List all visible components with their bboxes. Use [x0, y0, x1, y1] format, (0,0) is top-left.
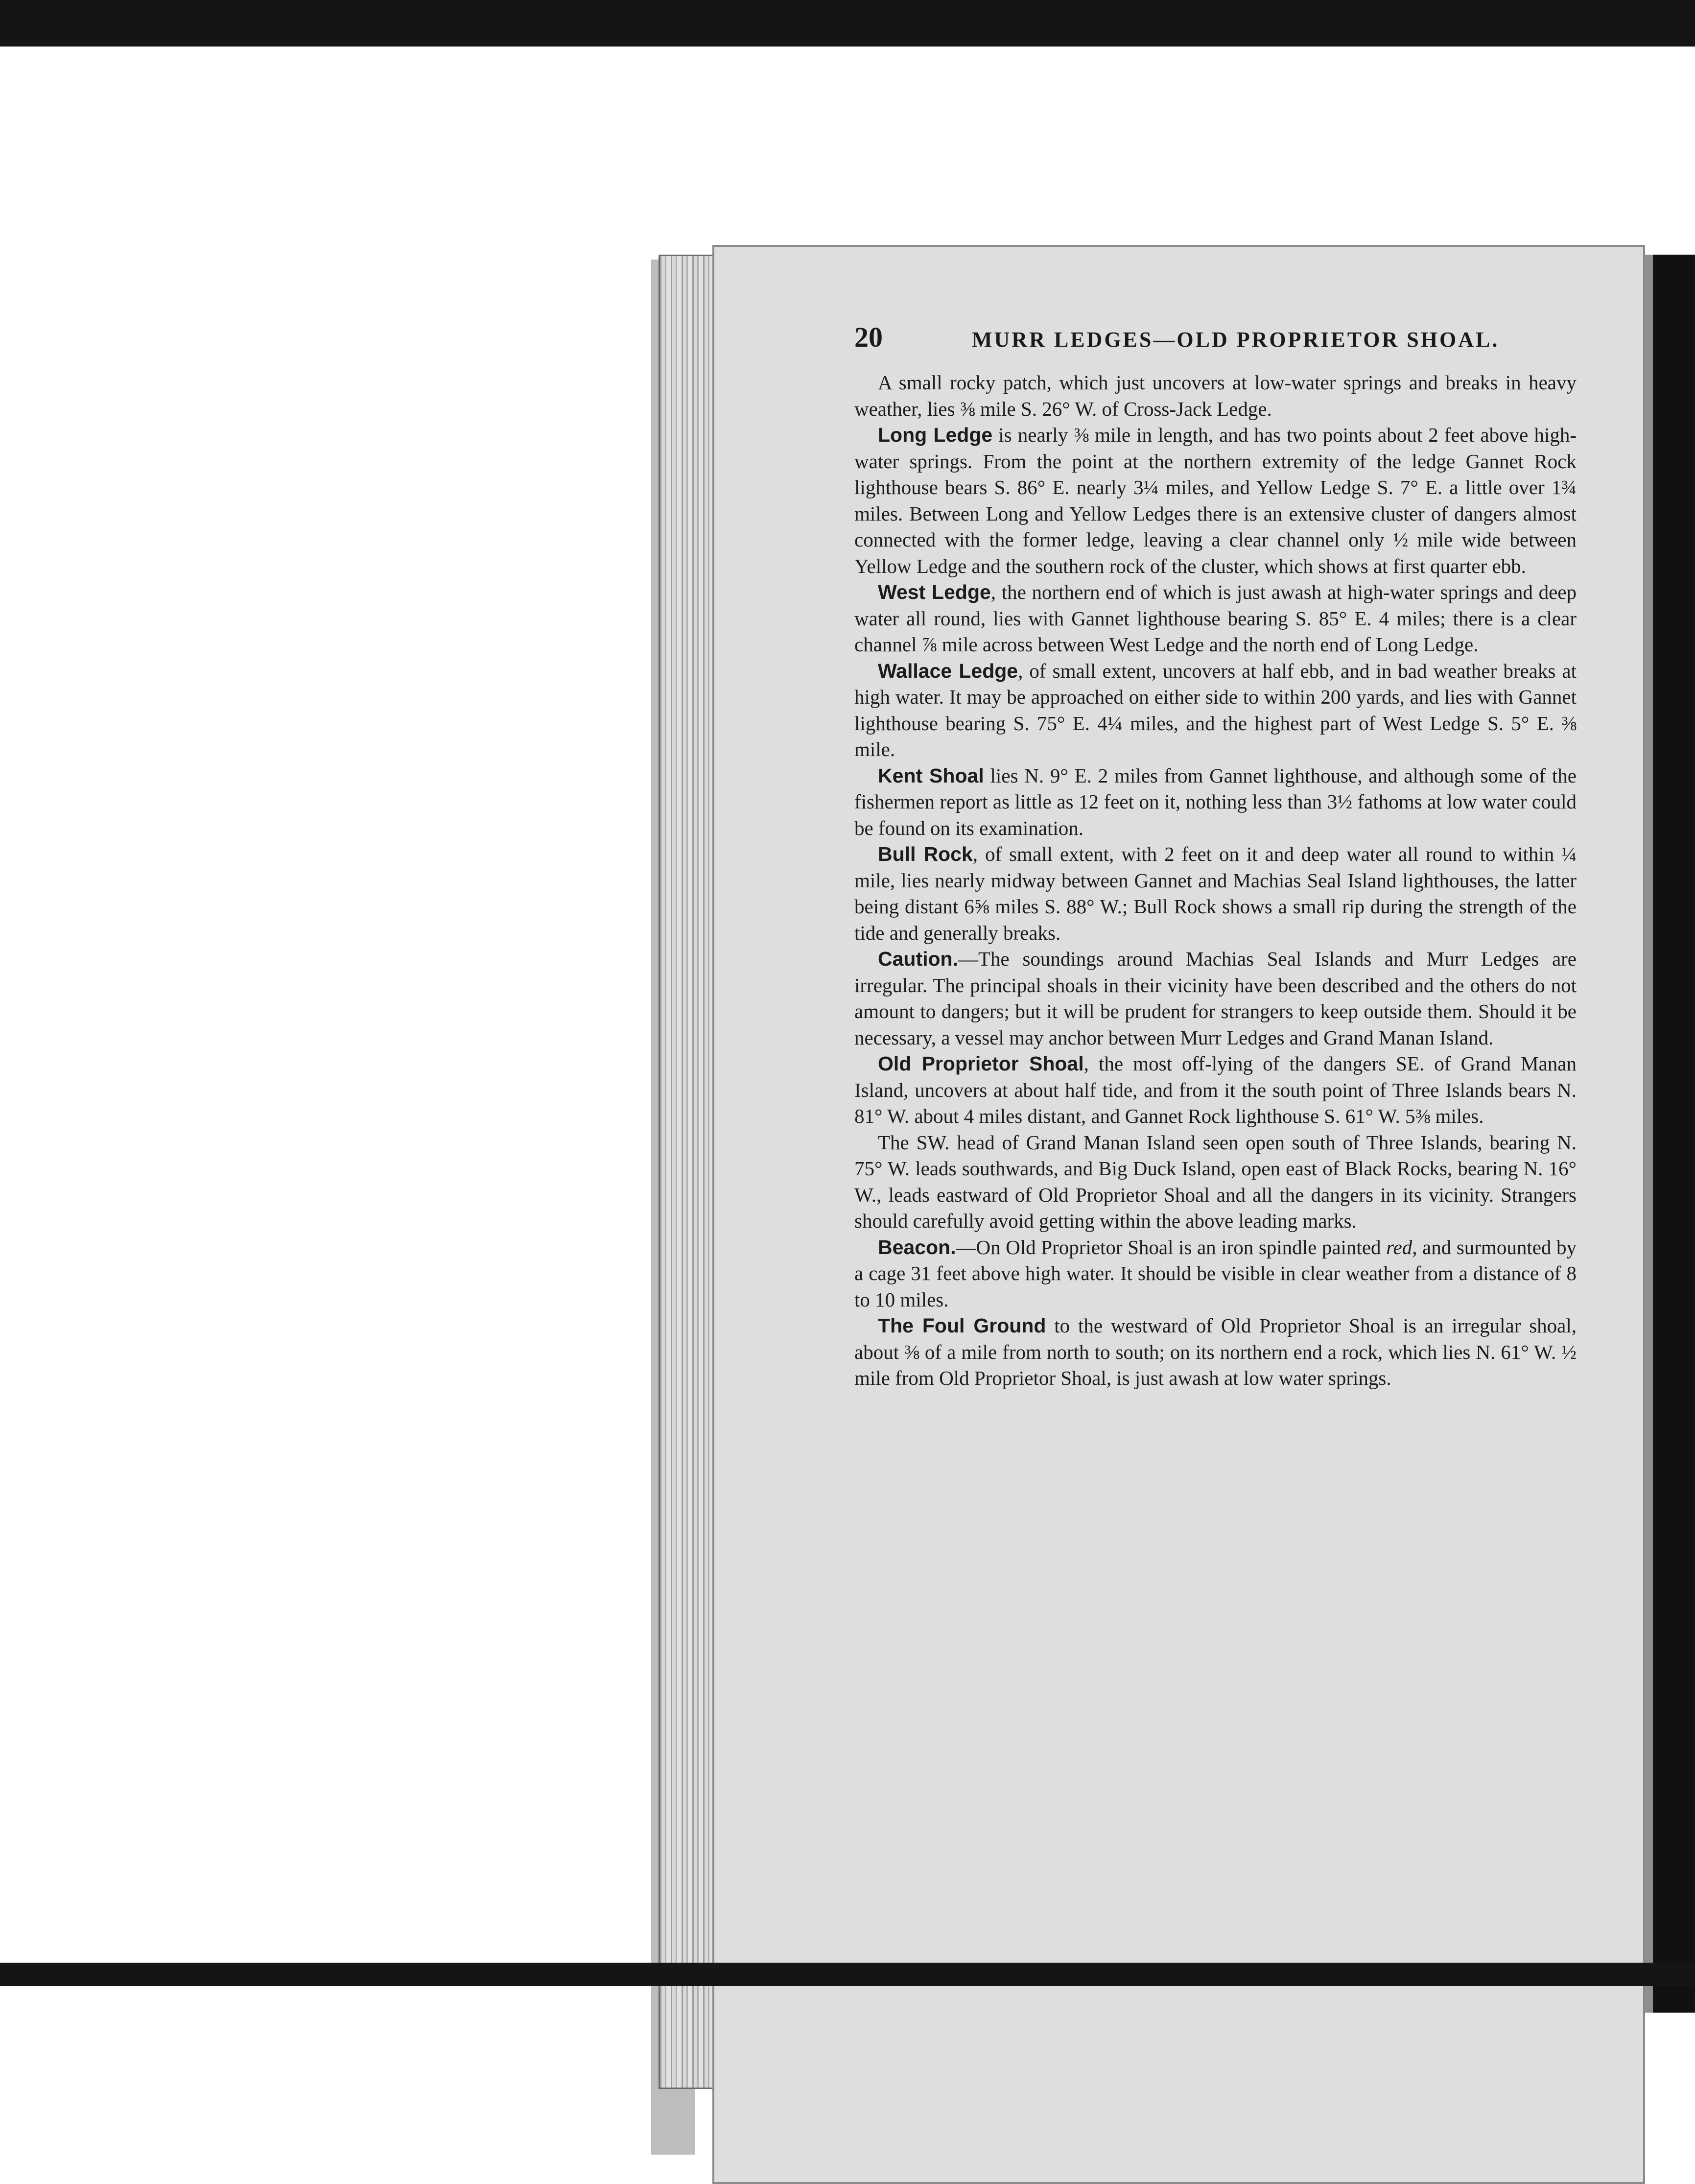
paragraph-text: is nearly ⅜ mile in length, and has two points about 2 feet above high-water springs. From the point at the northern extremity of the ledge Gannet Rock lighthouse bears S. 86° E. nearly 3¼ miles, and Yellow Ledge S. 7° E. a little over 1¾ miles. Between Long and Yellow Ledges there is an extensive cluster of dangers almost connected with the former ledge, leaving a clear channel only ½ mile wide between Yellow Ledge and the southern rock of the cluster, which shows at first quarter ebb. — [854, 424, 1577, 577]
paragraph-leading-marks — [854, 1130, 1577, 1234]
paragraph-long-ledge — [854, 422, 1577, 579]
microfilm-bottom-border — [0, 1963, 1695, 1986]
paragraph-heading: Long Ledge — [878, 424, 993, 446]
paragraph-kent-shoal — [854, 763, 1577, 842]
paragraph-heading: Bull Rock — [878, 843, 973, 865]
paragraph-old-proprietor-shoal — [854, 1051, 1577, 1130]
paragraph-foul-ground — [854, 1313, 1577, 1392]
paragraph-west-ledge — [854, 579, 1577, 658]
paragraph-heading: Caution. — [878, 948, 958, 970]
paragraph-heading: Wallace Ledge — [878, 659, 1018, 682]
paragraph-text: , of small extent, with 2 feet on it and deep water all round to within ¼ mile, lies nearly midway between Gannet and Machias Seal Island lighthouses, the latter being distant 6⅝ miles S. 88° W.; Bull Rock shows a small rip during the strength of the tide and generally breaks. — [854, 843, 1577, 944]
paragraph-text: , and surmounted by a cage 31 feet above high water. It should be visible in clear weather from a distance of 8 to 10 miles. — [854, 1235, 1577, 1311]
paragraph-wallace-ledge — [854, 658, 1577, 763]
italic-word: red — [1386, 1235, 1412, 1258]
page-number: 20 — [854, 321, 883, 353]
paragraph-text: , the most off-lying of the dangers SE. of Grand Manan Island, uncovers at about half tide, and from it the south point of Three Islands bears N. 81° W. about 4 miles distant, and Gannet Rock lighthouse S. 61° W. 5⅜ miles. — [854, 1052, 1577, 1127]
paragraph-text: to the westward of Old Proprietor Shoal is an irregular shoal, about ⅜ of a mile from north to south; on its northern end a rock, which lies N. 61° W. ½ mile from Old Proprietor Shoal, is just awash at low water springs. — [854, 1314, 1577, 1389]
microfilm-left-margin — [0, 47, 47, 1963]
book-page-edges — [659, 255, 720, 2089]
paragraph-text: —The soundings around Machias Seal Islands and Murr Ledges are irregular. The principal shoals in their vicinity have been described and the others do not amount to dangers; but it will be prudent for strangers to keep outside them. Should it be necessary, a vessel may anchor between Murr Ledges and Grand Manan Island. — [854, 948, 1577, 1049]
paragraph-beacon — [854, 1234, 1577, 1313]
paragraph-heading: The Foul Ground — [878, 1314, 1046, 1337]
paragraph-heading: Beacon. — [878, 1235, 956, 1258]
paragraph-bull-rock — [854, 841, 1577, 946]
paragraph-rocky-patch — [854, 370, 1577, 422]
running-head: MURR LEDGES—OLD PROPRIETOR SHOAL. — [972, 328, 1500, 352]
paragraph-text: , of small extent, uncovers at half ebb, and in bad weather breaks at high water. It may be approached on either side to within 200 yards, and lies with Gannet lighthouse bearing S. 75° E. 4¼ miles, and the highest part of West Ledge S. 5° E. ⅜ mile. — [854, 659, 1577, 760]
microfilm-top-border — [0, 0, 1695, 47]
paragraph-caution — [854, 946, 1577, 1051]
facing-page-shadow — [1653, 255, 1695, 2013]
paragraph-text: A small rocky patch, which just uncovers at low-water springs and breaks in heavy weather, lies ⅜ mile S. 26° W. of Cross-Jack Ledge. — [854, 371, 1577, 420]
paragraph-heading: Kent Shoal — [878, 764, 984, 787]
paragraph-heading: Old Proprietor Shoal — [878, 1052, 1084, 1075]
paragraph-text: , the northern end of which is just awash at high-water springs and deep water all round, lies with Gannet lighthouse bearing S. 85° E. 4 miles; there is a clear channel ⅞ mile across between West Ledge and the north end of Long Ledge. — [854, 581, 1577, 656]
paragraph-text: —On Old Proprietor Shoal is an iron spindle painted — [956, 1235, 1387, 1258]
paragraph-text: The SW. head of Grand Manan Island seen open south of Three Islands, bearing N. 75° W. leads southwards, and Big Duck Island, open east of Black Rocks, bearing N. 16° W., leads eastward of Old Proprietor Shoal and all the dangers in its vicinity. Strangers should carefully avoid getting within the above leading marks. — [854, 1131, 1577, 1232]
paragraph-heading: West Ledge — [878, 581, 991, 603]
paragraph-text: lies N. 9° E. 2 miles from Gannet lighthouse, and although some of the fishermen report as little as 12 feet on it, nothing less than 3½ fathoms at low water could be found on its examination. — [854, 764, 1577, 839]
body-text — [854, 370, 1577, 2113]
